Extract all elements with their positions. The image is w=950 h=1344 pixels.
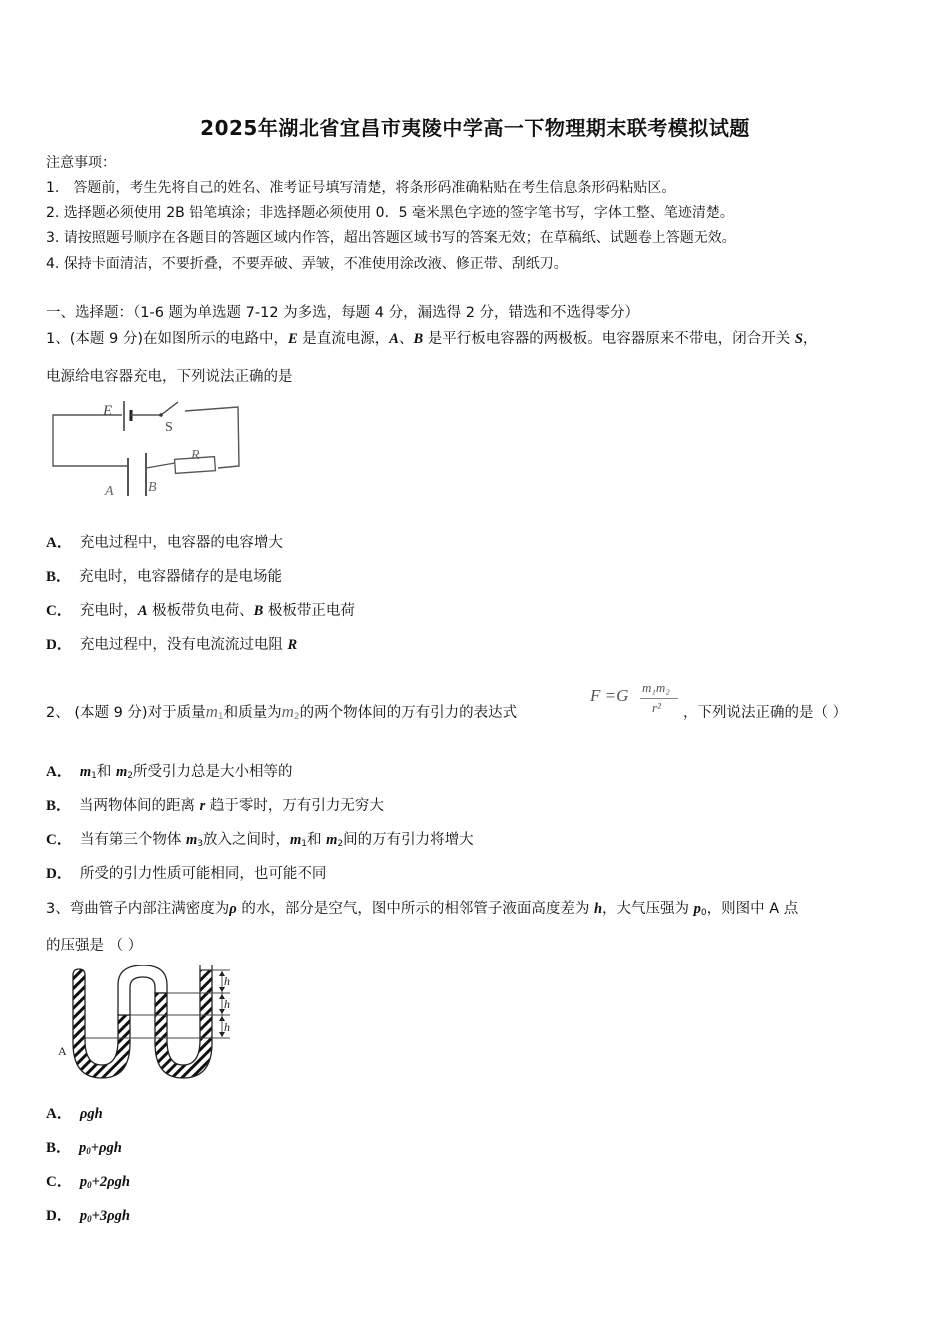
bent-tube-diagram (55, 965, 235, 1085)
page-title: 2025年湖北省宜昌市夷陵中学高一下物理期末联考模拟试题 (200, 116, 750, 140)
option-label: B． (46, 798, 72, 814)
option-text: 充电时，电容器储存的是电场能 (79, 569, 283, 585)
label-R: R (191, 448, 200, 463)
var-rho: ρ (229, 901, 237, 917)
var-p0: p (79, 1174, 88, 1190)
q3-option-a[interactable] (46, 1102, 103, 1123)
option-text: 和 (96, 764, 116, 780)
var-m2: m (281, 702, 294, 721)
label-h: h (224, 997, 230, 1011)
subscript: 1 (217, 712, 224, 722)
var-A: A (389, 331, 399, 347)
q1-option-d[interactable] (46, 633, 297, 654)
var-r: r (199, 798, 206, 814)
q1-text: 、 (398, 331, 414, 347)
label-h: h (224, 974, 230, 988)
option-label: C． (46, 603, 72, 619)
option-text: 放入之间时， (202, 832, 290, 848)
formula-lhs: F =G (590, 686, 629, 705)
q1-stem-line2: 电源给电容器充电，下列说法正确的是 (46, 369, 293, 385)
notice-item-1: 1. 答题前，考生先将自己的姓名、准考证号填写清楚，将条形码准确粘贴在考生信息条形码粘贴区。 (46, 180, 676, 196)
q1-stem (46, 327, 817, 348)
var-m1: m (205, 702, 218, 721)
subscript: 2 (337, 839, 344, 849)
var-m2: m (326, 832, 338, 848)
var-m3: m (185, 832, 198, 848)
subscript: 0 (86, 1146, 91, 1156)
q1-text: 是平行板电容器的两极板。电容器原来不带电，闭合开关 (423, 331, 795, 347)
option-label: D． (46, 866, 72, 882)
var-B: B (413, 331, 424, 347)
subscript: 3 (197, 839, 203, 849)
option-text: 所受的引力性质可能相同，也可能不同 (79, 866, 327, 882)
notice-item-2: 2. 选择题必须使用 2B 铅笔填涂；非选择题必须使用 0．5 毫米黑色字迹的签字笔书写，字体工整、笔迹清楚。 (46, 205, 734, 221)
option-text: +ρgh (90, 1140, 122, 1156)
option-text: +3ρgh (91, 1208, 130, 1224)
q3-text: 的水，部分是空气，图中所示的相邻管子液面高度差为 (236, 901, 594, 917)
q1-option-c[interactable] (46, 599, 355, 620)
circuit-diagram (45, 393, 245, 503)
q1-option-b[interactable] (46, 565, 282, 586)
var-h: h (593, 901, 603, 917)
section-heading: 一、选择题：（1-6 题为单选题 7-12 为多选，每题 4 分，漏选得 2 分，错选和不选得零分） (46, 305, 640, 321)
subscript: 2 (127, 771, 133, 781)
q2-option-b[interactable] (46, 794, 384, 815)
option-label: C． (46, 1174, 72, 1190)
option-label: D． (46, 1208, 72, 1224)
subscript: 1 (301, 839, 307, 849)
var-m2: m (115, 764, 128, 780)
q2-option-d[interactable] (46, 862, 326, 883)
option-text: 充电过程中，电容器的电容增大 (79, 535, 283, 551)
var-m1: m (289, 832, 302, 848)
subscript: 0 (87, 1180, 92, 1190)
q2-stem-tail: ，下列说法正确的是（ ） (683, 705, 848, 721)
q3-text: ，大气压强为 (602, 901, 694, 917)
option-text: 充电时， (79, 603, 138, 619)
option-label: C． (46, 832, 72, 848)
var-m1: m (79, 764, 92, 780)
var-B: B (253, 603, 264, 619)
q3-option-b[interactable] (46, 1136, 122, 1157)
q3-option-c[interactable] (46, 1170, 130, 1191)
label-h: h (224, 1020, 230, 1034)
q3-text: 3、弯曲管子内部注满密度为 (46, 901, 230, 917)
label-S: S (165, 420, 173, 435)
notice-item-3: 3. 请按照题号顺序在各题目的答题区域内作答，超出答题区域书写的答案无效；在草稿纸、试题卷上答题无效。 (46, 230, 736, 246)
var-p0: p (79, 1140, 87, 1156)
var-E: E (287, 331, 298, 347)
subscript: 0 (700, 908, 707, 918)
option-text: 所受引力总是大小相等的 (132, 764, 293, 780)
option-label: A． (46, 1106, 72, 1122)
option-label: A． (46, 535, 72, 551)
q3-text: ，则图中 A 点 (706, 901, 799, 917)
subscript: 0 (87, 1214, 92, 1224)
fraction-bar (640, 698, 678, 699)
option-text: +2ρgh (91, 1174, 130, 1190)
q2-text: 的两个物体间的万有引力的表达式 (299, 705, 518, 721)
q2-stem (46, 701, 517, 722)
subscript: 2 (293, 712, 300, 722)
option-label: A． (46, 764, 72, 780)
formula-numerator: m₁m₂ (642, 680, 670, 695)
q2-text: 2、 (本题 9 分)对于质量 (46, 705, 206, 721)
option-text: 极板带正电荷 (263, 603, 355, 619)
q3-stem-line2: 的压强是 （ ） (46, 938, 143, 954)
option-text: 极板带负电荷、 (147, 603, 254, 619)
option-text: 间的万有引力将增大 (343, 832, 474, 848)
q1-text: ， (802, 331, 818, 347)
option-text: 和 (306, 832, 327, 848)
label-B: B (148, 480, 157, 495)
q3-option-d[interactable] (46, 1204, 130, 1225)
label-A: A (105, 484, 114, 499)
q2-option-a[interactable] (46, 760, 292, 781)
var-A: A (137, 603, 148, 619)
var-p0: p (693, 901, 701, 917)
notice-heading: 注意事项： (46, 155, 116, 171)
label-E: E (103, 403, 113, 419)
option-label: B． (46, 569, 72, 585)
option-text: 当有第三个物体 (79, 832, 186, 848)
q2-option-c[interactable] (46, 828, 474, 849)
q1-text: 是直流电源， (297, 331, 390, 347)
option-label: B． (46, 1140, 72, 1156)
option-label: D． (46, 637, 72, 653)
notice-item-4: 4. 保持卡面清洁，不要折叠，不要弄破、弄皱，不准使用涂改液、修正带、刮纸刀。 (46, 256, 568, 272)
q1-option-a[interactable] (46, 531, 283, 552)
var-R: R (287, 637, 298, 653)
q2-text: 和质量为 (223, 705, 282, 721)
q1-text: 1、(本题 9 分)在如图所示的电路中， (46, 331, 288, 347)
var-S: S (794, 331, 803, 347)
gravitation-formula (590, 680, 685, 724)
label-A: A (58, 1044, 67, 1058)
option-text: 当两物体间的距离 (79, 798, 200, 814)
option-text: 趋于零时，万有引力无穷大 (205, 798, 384, 814)
var-p0: p (79, 1208, 88, 1224)
subscript: 1 (91, 771, 97, 781)
formula-denominator: r² (652, 700, 661, 715)
q3-stem (46, 897, 798, 918)
option-text: 充电过程中，没有电流流过电阻 (79, 637, 288, 653)
option-text: ρgh (79, 1106, 103, 1122)
